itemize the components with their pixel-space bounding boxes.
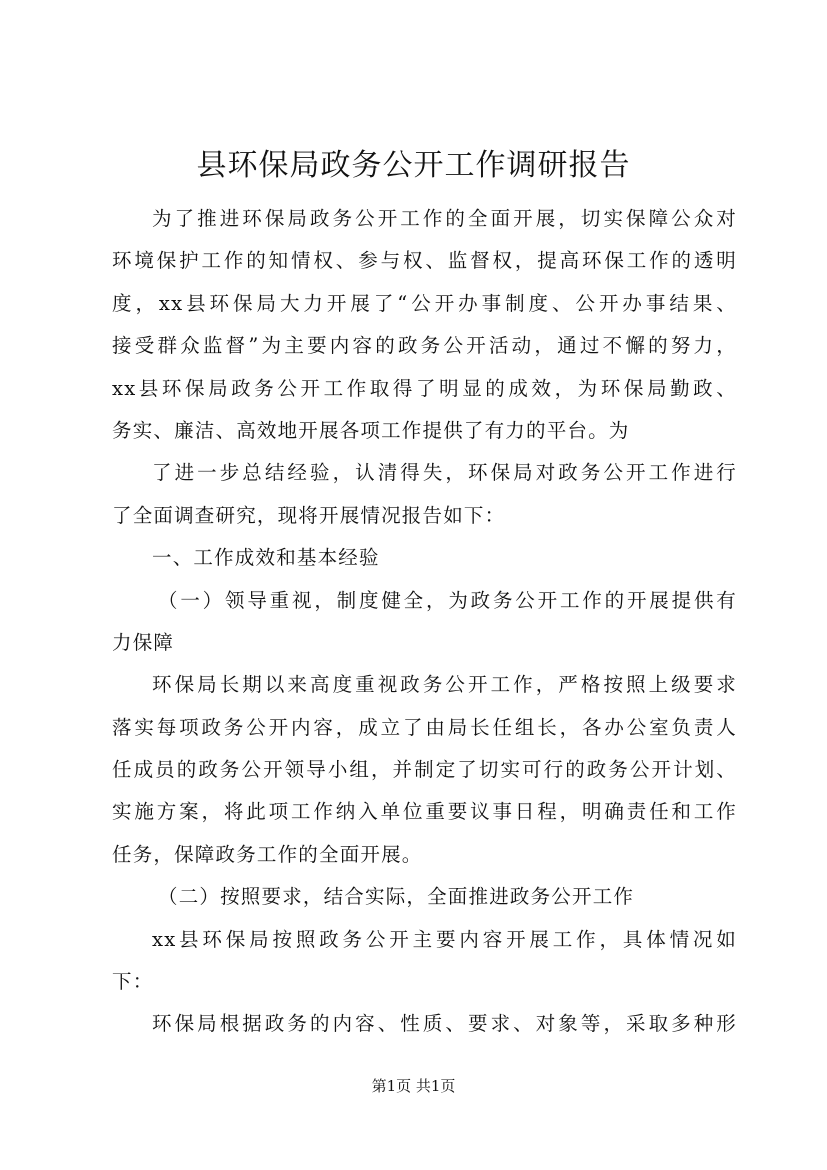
subsection-heading: （二）按照要求，结合实际，全面推进政务公开工作: [158, 885, 635, 909]
paragraph-line: 环保局根据政务的内容、性质、要求、对象等，采取多种形: [152, 1012, 737, 1036]
paragraph-line: 下：: [112, 970, 154, 994]
paragraph-line: 度，xx县环保局大力开展了“公开办事制度、公开办事结果、: [112, 291, 737, 315]
paragraph-line: 为了推进环保局政务公开工作的全面开展，切实保障公众对: [152, 207, 737, 230]
subsection-heading: （一）领导重视，制度健全，为政务公开工作的开展提供有: [158, 588, 737, 612]
paragraph-line: 了进一步总结经验，认清得失，环保局对政务公开工作进行: [152, 461, 737, 485]
paragraph-line: 了全面调查研究，现将开展情况报告如下：: [112, 503, 506, 527]
paragraph-line: xx县环保局按照政务公开主要内容开展工作，具体情况如: [152, 927, 737, 951]
paragraph-line: 实施方案，将此项工作纳入单位重要议事日程，明确责任和工作: [112, 800, 737, 824]
document-body: [112, 198, 737, 1046]
subsection-heading-continued: 力保障: [112, 630, 175, 654]
paragraph-line: 环境保护工作的知情权、参与权、监督权，提高环保工作的透明: [112, 249, 737, 273]
section-heading: 一、工作成效和基本经验: [152, 546, 380, 570]
paragraph-line: 任成员的政务公开领导小组，并制定了切实可行的政务公开计划、: [112, 758, 737, 782]
paragraph-line: 落实每项政务公开内容，成立了由局长任组长，各办公室负责人: [112, 715, 737, 739]
document-title: 县环保局政务公开工作调研报告: [196, 148, 631, 183]
paragraph-line: 接受群众监督”为主要内容的政务公开活动，通过不懈的努力，: [112, 334, 737, 358]
paragraph-line: xx县环保局政务公开工作取得了明显的成效，为环保局勤政、: [112, 376, 737, 400]
paragraph-line: 务实、廉洁、高效地开展各项工作提供了有力的平台。为: [112, 418, 630, 442]
paragraph-line: 任务，保障政务工作的全面开展。: [112, 842, 423, 866]
paragraph-line: 环保局长期以来高度重视政务公开工作，严格按照上级要求: [152, 673, 737, 697]
page-footer: 第1页 共1页: [371, 1077, 456, 1095]
